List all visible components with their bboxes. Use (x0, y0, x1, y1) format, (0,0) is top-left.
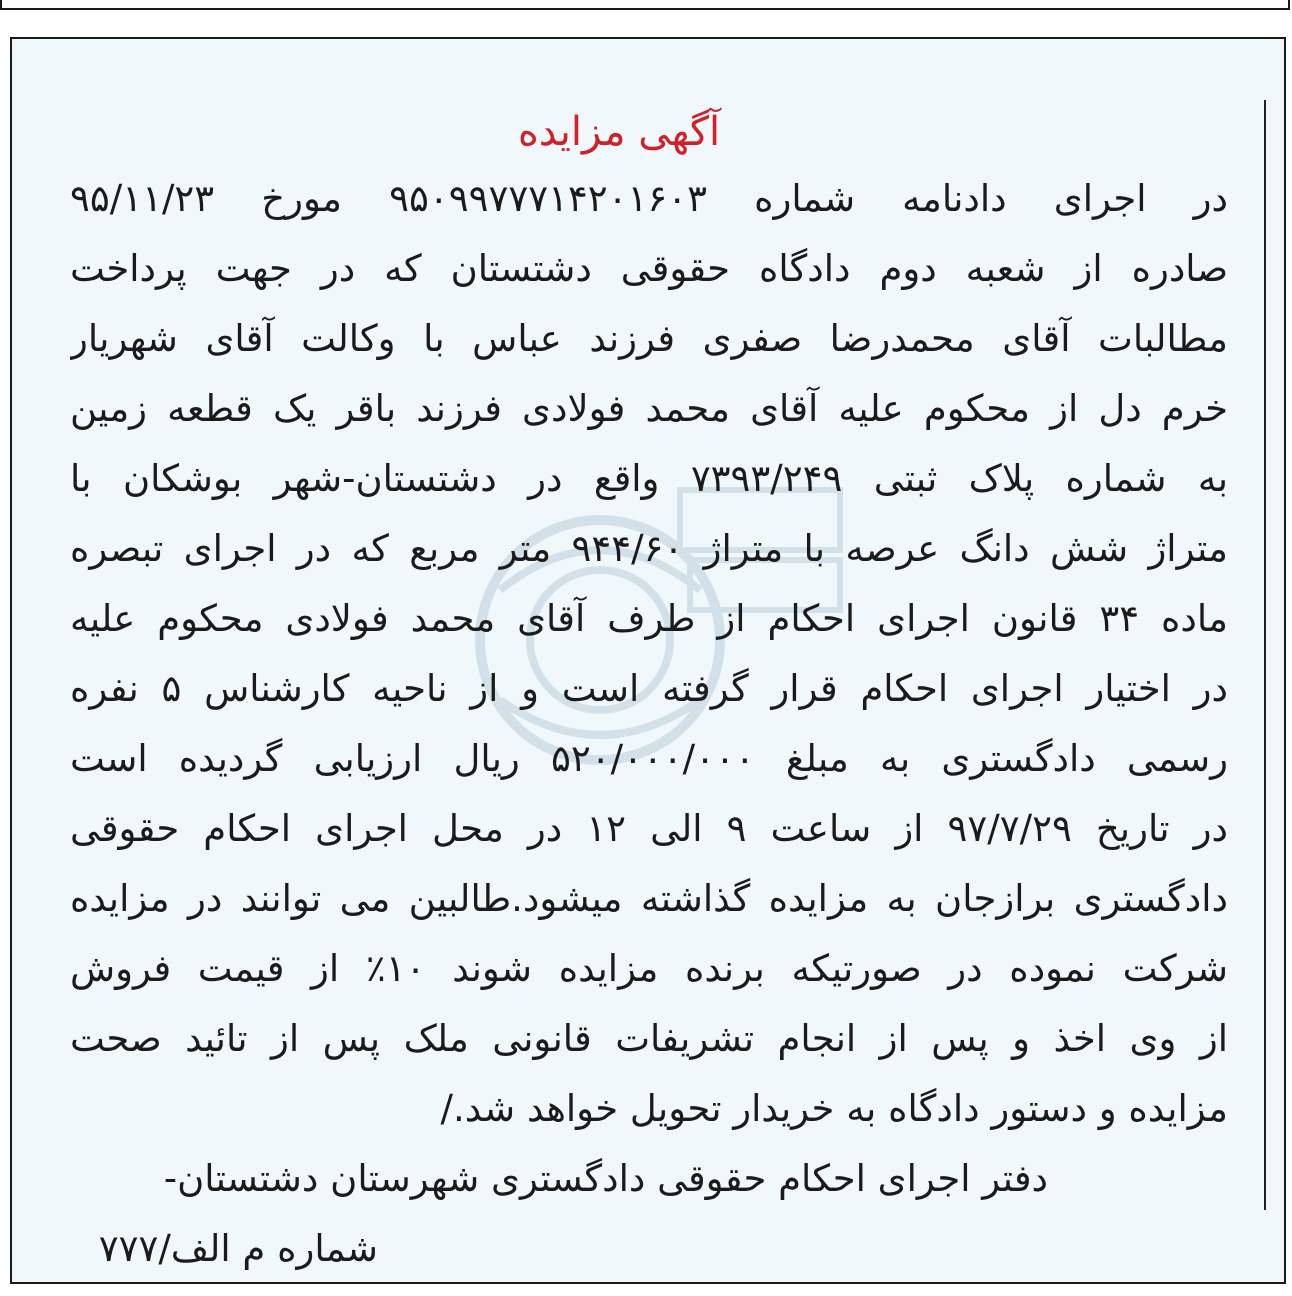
body-line: دادگستری برازجان به مزایده گذاشته میشود.طالبین می توانند در مزایده (70, 877, 1228, 920)
issuer-signature: دفتر اجرای احکام حقوقی دادگستری شهرستان دشتستان- (163, 1157, 1048, 1200)
body-line: مزایده و دستور دادگاه به خریدار تحویل خواهد شد./ (440, 1087, 1228, 1130)
body-line: رسمی دادگستری به مبلغ ۵۲۰/۰۰۰/۰۰۰ ریال ارزیابی گردیده است (70, 737, 1228, 780)
body-line: شرکت نموده در صورتیکه برنده مزایده شوند ۱۰٪ از قیمت فروش (70, 947, 1228, 990)
body-line: به شماره پلاک ثبتی ۷۳۹۳/۲۴۹ واقع در دشتستان-شهر بوشکان با (70, 457, 1228, 500)
body-line: مطالبات آقای محمدرضا صفری فرزند عباس با وکالت آقای شهریار (70, 317, 1228, 360)
notice-body (70, 164, 1228, 1144)
body-line: در اختیار اجرای احکام قرار گرفته است و از ناحیه کارشناس ۵ نفره (70, 667, 1228, 710)
body-line: خرم دل از محکوم علیه آقای محمد فولادی فرزند باقر یک قطعه زمین (70, 387, 1228, 430)
body-line: ماده ۳۴ قانون اجرای احکام از طرف آقای محمد فولادی محکوم علیه (70, 597, 1228, 640)
notice-title: آگهی مزایده (517, 109, 721, 155)
body-line: از وی اخذ و پس از انجام تشریفات قانونی ملک پس از تائید صحت (70, 1017, 1228, 1060)
body-line: صادره از شعبه دوم دادگاه حقوقی دشتستان که در جهت پرداخت (70, 247, 1228, 290)
body-line: در تاریخ ۹۷/۷/۲۹ از ساعت ۹ الی ۱۲ در محل اجرای احکام حقوقی (70, 807, 1228, 850)
body-line: متراژ شش دانگ عرصه با متراژ ۹۴۴/۶۰ متر مربع که در اجرای تبصره (70, 527, 1228, 570)
body-line: در اجرای دادنامه شماره ۹۵۰۹۹۷۷۷۱۴۲۰۱۶۰۳ مورخ ۹۵/۱۱/۲۳ (70, 177, 1228, 220)
reference-number: شماره م الف/۷۷۷ (98, 1227, 378, 1270)
top-frame (0, 0, 1290, 10)
notice-content (70, 100, 1228, 1284)
vertical-rule (1264, 100, 1266, 1210)
